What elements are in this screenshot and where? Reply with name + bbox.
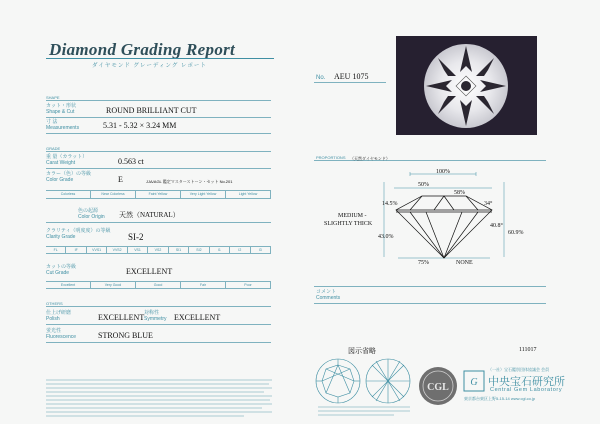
seal-stamp-icon (418, 366, 458, 406)
color-label-ja: カラー（色）の等級 (46, 171, 92, 177)
cut-scale-item: Excellent (46, 282, 91, 288)
cut-scale-item: Poor (226, 282, 271, 288)
symmetry-label-ja: 対称性 (144, 310, 160, 316)
section-shape: SHAPE (46, 95, 60, 100)
measurements-label-en: Measurements (46, 125, 80, 131)
comments-label-en: Comments (316, 295, 341, 301)
clarity-label-en: Clarity Grade (46, 234, 76, 240)
clarity-scale-item: SI1 (169, 247, 189, 253)
clarity-scale-item: VVS2 (107, 247, 127, 253)
proportions-diagram (314, 162, 546, 272)
clarity-scale-item: I2 (230, 247, 250, 253)
divider (314, 286, 546, 287)
measurements-value: 5.31 - 5.32 × 3.24 MM (103, 121, 177, 130)
divider (46, 117, 271, 118)
clarity-scale-item: I1 (210, 247, 230, 253)
table-size: 58% (454, 190, 465, 196)
cgl-logo-icon (463, 370, 485, 392)
star-length: 50% (418, 182, 429, 188)
svg-text:G: G (470, 377, 478, 388)
shape-label-en: Shape & Cut (46, 109, 75, 115)
carat-label-ja: 重 量（カラット） (46, 154, 88, 160)
clarity-scale-item: I3 (251, 247, 271, 253)
color-scale-item: Very Light Yellow (181, 191, 226, 198)
lower-half: 75% (418, 260, 429, 266)
clarity-scale-item: SI2 (189, 247, 209, 253)
cut-scale-item: Good (136, 282, 181, 288)
clarity-scale-item: VVS1 (87, 247, 107, 253)
clarity-label-ja: クラリティ（明度度）の等級 (46, 228, 111, 234)
color-origin-label-en: Color Origin (78, 214, 105, 220)
divider (46, 133, 271, 134)
lab-name-ja: 中央宝石研究所 (488, 375, 565, 388)
plot-diagrams (314, 356, 414, 406)
polish-label-ja: 仕上げ研磨 (46, 310, 72, 316)
color-scale-item: Near Colorless (91, 191, 136, 198)
color-scale-item: Faint Yellow (136, 191, 181, 198)
color-value: E (118, 175, 123, 184)
section-others: OTHERS (46, 301, 63, 306)
svg-text:CGL: CGL (427, 382, 449, 393)
report-number: AEU 1075 (334, 72, 369, 81)
proportions-note: （天然ダイヤモンド） (350, 156, 390, 161)
serial-number: 111017 (519, 347, 537, 353)
color-origin-value: 天然（NATURAL） (119, 211, 180, 219)
divider (46, 306, 271, 307)
divider (46, 100, 271, 101)
title-underline (46, 58, 274, 59)
divider (314, 82, 386, 83)
lab-membership: （一社）宝石鑑別団体協議会 会員 (488, 367, 550, 372)
fluorescence-value: STRONG BLUE (98, 331, 153, 340)
carat-value: 0.563 ct (118, 157, 144, 166)
shape-label-ja: カット・形状 (46, 103, 76, 109)
cut-label-ja: カットの等級 (46, 264, 76, 270)
report-title: Diamond Grading Report (49, 40, 236, 59)
section-grade: GRADE (46, 146, 61, 151)
diamond-photo (396, 36, 537, 135)
crown-angle: 34° (484, 201, 493, 207)
color-origin-label-ja: 色の起源 (78, 208, 99, 214)
color-label-en: Color Grade (46, 177, 74, 183)
culet: NONE (456, 260, 473, 266)
color-note: JJA/AGL 鑑定マスターストーン・セット No.201 (146, 179, 233, 184)
girdle-thickness-2: SLIGHTLY THICK (324, 221, 373, 227)
pavilion-angle: 40.8° (490, 223, 503, 229)
clarity-scale-item: VS1 (128, 247, 148, 253)
girdle-thickness: MEDIUM - (338, 213, 367, 219)
color-scale (46, 190, 271, 199)
clarity-value: SI-2 (128, 232, 144, 242)
cut-scale (46, 281, 271, 289)
clarity-scale (46, 246, 271, 254)
polish-value: EXCELLENT (98, 313, 145, 322)
divider (46, 222, 271, 223)
measurements-label-ja: 寸 法 (46, 119, 58, 125)
diagram-guides (384, 172, 504, 258)
fluorescence-label-ja: 蛍光性 (46, 328, 62, 334)
fluorescence-label-en: Fluorescence (46, 334, 77, 340)
pavilion-depth: 43.0% (378, 234, 394, 240)
report-no-label: No. (316, 75, 326, 81)
cut-scale-item: Fair (181, 282, 226, 288)
polish-label-en: Polish (46, 316, 60, 322)
report-subtitle: ダイヤモンド グレーディング レポート (92, 63, 207, 69)
section-proportions: PROPORTIONS (316, 155, 346, 160)
cut-value: EXCELLENT (126, 267, 173, 276)
symmetry-label-en: Symmetry (144, 316, 167, 322)
fine-print (44, 377, 274, 419)
diagram-title: 図示省略 (348, 347, 376, 355)
clarity-scale-item: FL (46, 247, 66, 253)
divider (314, 303, 546, 304)
cut-scale-item: Very Good (91, 282, 136, 288)
total-depth: 60.9% (508, 230, 524, 236)
color-scale-item: Light Yellow (226, 191, 271, 198)
lab-name-en: Central Gem Laboratory (490, 387, 563, 393)
divider (314, 160, 546, 161)
diamond-profile (396, 196, 492, 258)
clarity-scale-item: IF (66, 247, 86, 253)
shape-value: ROUND BRILLIANT CUT (106, 106, 197, 115)
lab-address: 東京都台東区上野5-15-14 www.cgl.co.jp (464, 396, 536, 401)
cut-label-en: Cut Grade (46, 270, 70, 276)
color-scale-item: Colorless (46, 191, 91, 198)
divider (46, 324, 271, 325)
comments-label-ja: コメント (316, 289, 337, 295)
total-width: 100% (436, 169, 450, 175)
divider (46, 151, 271, 152)
crown-height: 14.5% (382, 201, 398, 207)
carat-label-en: Carat Weight (46, 160, 76, 166)
symmetry-value: EXCELLENT (174, 313, 221, 322)
clarity-scale-item: VS2 (148, 247, 168, 253)
divider (46, 168, 271, 169)
divider (46, 342, 271, 343)
plot-fine-print (314, 404, 414, 418)
